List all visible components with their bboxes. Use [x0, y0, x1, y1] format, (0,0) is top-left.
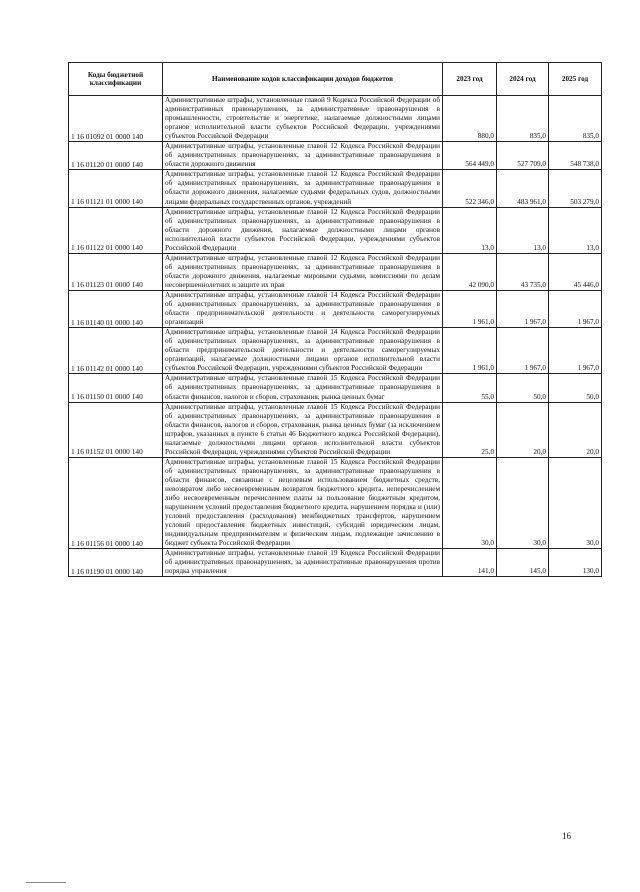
row-value-2023: 1 961,0 [443, 328, 497, 374]
row-name: Административные штрафы, установленные главой 12 Кодекса Российской Федерации об административных правонарушениях, за административные правонарушения в области дорожного движения [163, 142, 443, 170]
row-value-2023: 141,0 [443, 549, 497, 577]
row-value-2025: 45 446,0 [549, 253, 602, 290]
row-value-2024: 13,0 [497, 207, 549, 253]
table-row [69, 402, 602, 457]
row-value-2025: 13,0 [549, 207, 602, 253]
row-value-2024: 483 961,0 [497, 170, 549, 207]
row-value-2024: 145,0 [497, 549, 549, 577]
header-2023: 2023 год [443, 63, 497, 96]
row-value-2025: 1 967,0 [549, 328, 602, 374]
row-name: Административные штрафы, установленные главой 12 Кодекса Российской Федерации об административных правонарушениях, за административные правонарушения в области дорожного движения, налагаемые судьями федеральных судов, должностными лицами федеральных государственных органов, учреждений [163, 170, 443, 207]
row-code: 1 16 01156 01 0000 140 [69, 457, 163, 548]
row-value-2024: 835,0 [497, 96, 549, 142]
row-name: Административные штрафы, установленные главой 15 Кодекса Российской Федерации об административных правонарушениях, за административные правонарушения в области финансов, налогов и сборов, страхования, рынка ценных бумаг [163, 374, 443, 402]
row-value-2025: 503 279,0 [549, 170, 602, 207]
table-row [69, 207, 602, 253]
table-row [69, 457, 602, 548]
row-name: Административные штрафы, установленные главой 14 Кодекса Российской Федерации об административных правонарушениях, за административные правонарушения в области предпринимательской деятельности и деятельности саморегулируемых организаций, налагаемые должностными лицами органов исполнительной власти субъектов Российской Федерации, учреждениями субъектов Российской Федерации [163, 328, 443, 374]
row-code: 1 16 01142 01 0000 140 [69, 328, 163, 374]
row-code: 1 16 01150 01 0000 140 [69, 374, 163, 402]
row-value-2023: 522 346,0 [443, 170, 497, 207]
row-value-2023: 880,0 [443, 96, 497, 142]
row-name: Административные штрафы, установленные главой 15 Кодекса Российской Федерации об административных правонарушениях, за административные правонарушения в области финансов, связанные с нецелевым использованием бюджетных средств, невозвратом либо несвоевременным возвратом бюджетного кредита, неперечислением либо несвоевременным перечислением платы за пользование бюджетным кредитом, нарушением условий предоставления бюджетного кредита, нарушением порядка и (или) условий предоставления (расходования) межбюджетных трансфертов, нарушением условий предоставления бюджетных инвестиций, субсидий юридическим лицам, индивидуальным предпринимателям и физическим лицам, подлежащие зачислению в бюджет субъекта Российской Федерации [163, 457, 443, 548]
row-name: Административные штрафы, установленные главой 19 Кодекса Российской Федерации об административных правонарушениях, за административные правонарушения против порядка управления [163, 549, 443, 577]
table-row [69, 374, 602, 402]
row-name: Административные штрафы, установленные главой 15 Кодекса Российской Федерации об административных правонарушениях, за административные правонарушения в области финансов, налогов и сборов, страхования, рынка ценных бумаг (за исключением штрафов, указанных в пункте 6 статьи 46 Бюджетного кодекса Российской Федерации), налагаемые должностными лицами органов исполнительной власти субъектов Российской Федерации, учреждениями субъектов Российской Федерации [163, 402, 443, 457]
header-2024: 2024 год [497, 63, 549, 96]
row-name: Административные штрафы, установленные главой 14 Кодекса Российской Федерации об административных правонарушениях, за административные правонарушения в области предпринимательской деятельности и деятельности саморегулируемых организаций [163, 290, 443, 327]
header-name: Наименование кодов классификации доходов бюджетов [163, 63, 443, 96]
row-code: 1 16 01140 01 0000 140 [69, 290, 163, 327]
row-code: 1 16 01120 01 0000 140 [69, 142, 163, 170]
row-code: 1 16 01152 01 0000 140 [69, 402, 163, 457]
row-value-2025: 130,0 [549, 549, 602, 577]
row-value-2025: 50,0 [549, 374, 602, 402]
budget-revenue-table [68, 62, 602, 577]
row-name: Административные штрафы, установленные главой 12 Кодекса Российской Федерации об административных правонарушениях, за административные правонарушения в области дорожного движения, налагаемые должностными лицами органов исполнительной власти субъектов Российской Федерации, учреждениями субъектов Российской Федерации [163, 207, 443, 253]
row-value-2025: 548 738,0 [549, 142, 602, 170]
row-value-2024: 1 967,0 [497, 328, 549, 374]
header-code: Коды бюджетной классификации [69, 63, 163, 96]
footer-divider [26, 882, 66, 883]
row-code: 1 16 01121 01 0000 140 [69, 170, 163, 207]
row-value-2023: 564 449,0 [443, 142, 497, 170]
row-code: 1 16 01092 01 0000 140 [69, 96, 163, 142]
table-row [69, 328, 602, 374]
row-value-2023: 30,0 [443, 457, 497, 548]
row-name: Административные штрафы, установленные главой 12 Кодекса Российской Федерации об административных правонарушениях, за административные правонарушения в области дорожного движения, налагаемые мировыми судьями, комиссиями по делам несовершеннолетних и защите их прав [163, 253, 443, 290]
row-code: 1 16 01122 01 0000 140 [69, 207, 163, 253]
row-value-2024: 43 735,0 [497, 253, 549, 290]
table-row [69, 253, 602, 290]
row-value-2024: 20,0 [497, 402, 549, 457]
row-value-2025: 20,0 [549, 402, 602, 457]
row-code: 1 16 01190 01 0000 140 [69, 549, 163, 577]
row-value-2023: 1 961,0 [443, 290, 497, 327]
table-row [69, 142, 602, 170]
table-row [69, 96, 602, 142]
row-value-2023: 42 090,0 [443, 253, 497, 290]
table-row [69, 170, 602, 207]
header-2025: 2025 год [549, 63, 602, 96]
page-number: 16 [562, 831, 571, 841]
row-name: Административные штрафы, установленные главой 9 Кодекса Российской Федерации об административных правонарушениях, за административные правонарушения в промышленности, строительстве и энергетике, налагаемые должностными лицами органов исполнительной власти субъектов Российской Федерации, учреждениями субъектов Российской Федерации [163, 96, 443, 142]
table-row [69, 290, 602, 327]
row-value-2023: 55,0 [443, 374, 497, 402]
table-row [69, 549, 602, 577]
row-value-2023: 25,0 [443, 402, 497, 457]
row-value-2025: 30,0 [549, 457, 602, 548]
row-value-2025: 835,0 [549, 96, 602, 142]
row-code: 1 16 01123 01 0000 140 [69, 253, 163, 290]
row-value-2023: 13,0 [443, 207, 497, 253]
row-value-2024: 50,0 [497, 374, 549, 402]
row-value-2025: 1 967,0 [549, 290, 602, 327]
row-value-2024: 527 709,0 [497, 142, 549, 170]
row-value-2024: 1 967,0 [497, 290, 549, 327]
row-value-2024: 30,0 [497, 457, 549, 548]
table-header-row [69, 63, 602, 96]
